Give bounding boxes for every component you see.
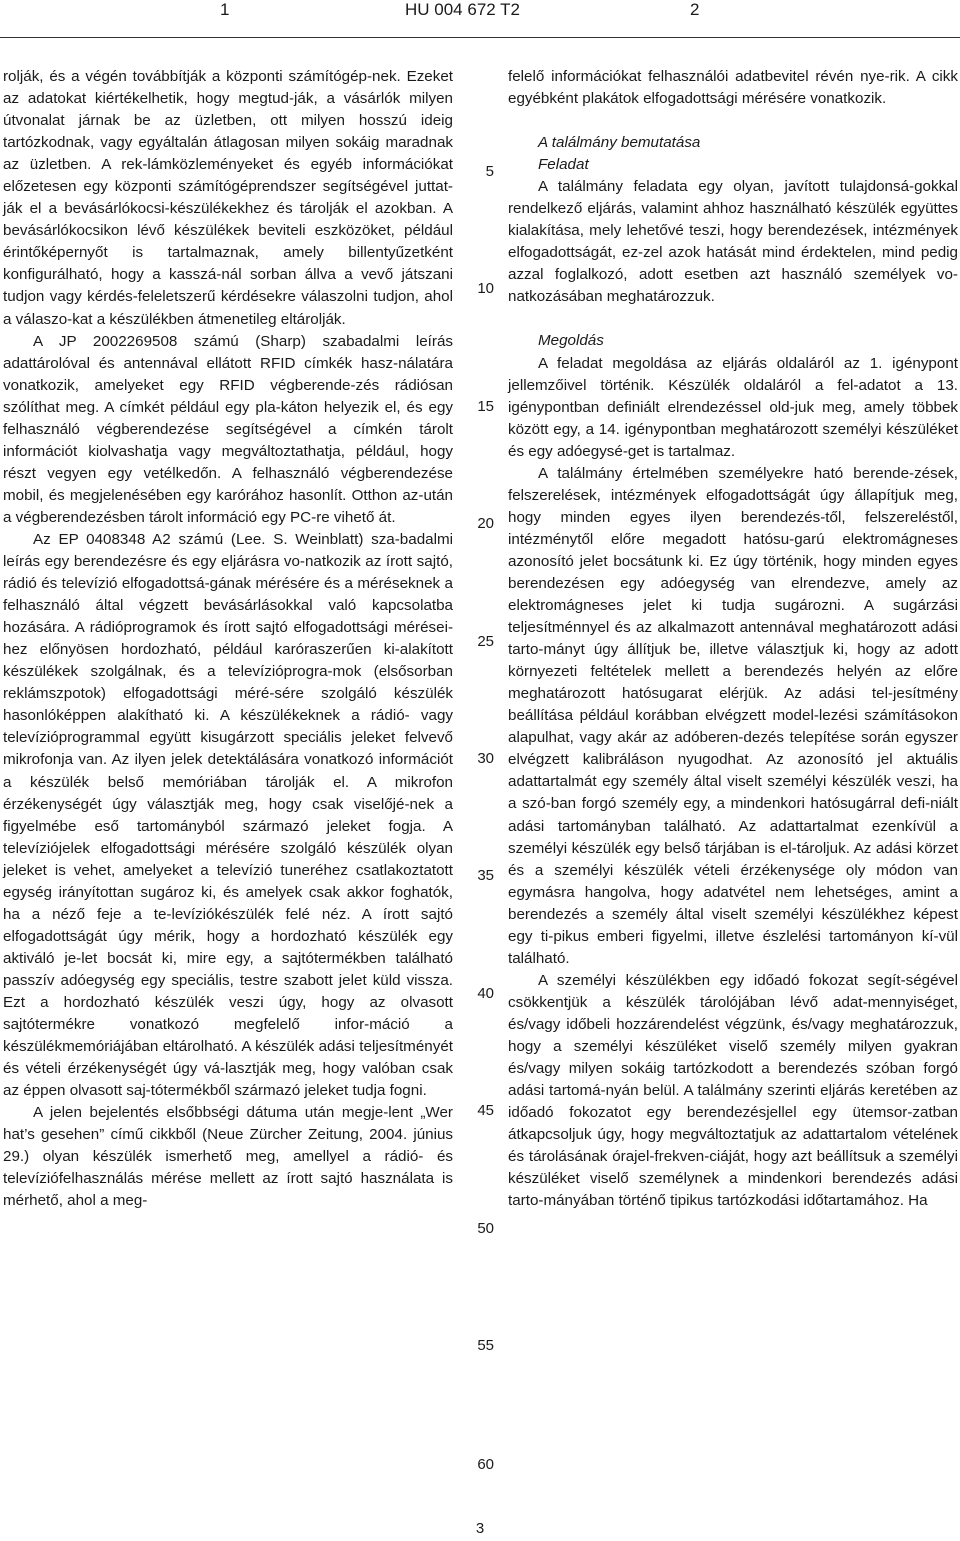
paragraph: A jelen bejelentés elsőbbségi dátuma után megje-lent „Wer hat’s gesehen” című cikkből (Neue Zürcher Zeitung, 2004. június 29.) olyan készülék ismerhető meg, amellyel a rádió- és televíziófelhasználás mérése mellett az írott sajtó használata is mérhető, ahol a meg-	[3, 1104, 453, 1210]
paragraph: A JP 2002269508 számú (Sharp) szabadalmi leírás adattárolóval és antennával ellátott RFID címkék hasz-nálatára vonatkozik, amelyeket egy RFID végberende-zés rádiósan szólíthat meg. A címkét például egy pla-káton helyezik el, és egy felhasználó végberendezése segítségével a címkén tárolt információt kiolvashatja vagy megváltoztathatja, például, hogy részt vegyen egy vetélkedőn. A felhasználó végberendezése mobil, és megjelenésében egy karórához hasonlít. Otthon az-után a végberendezésben tárolt információ egy PC-re vihető át.	[3, 332, 453, 526]
paragraph: Az EP 0408348 A2 számú (Lee. S. Weinblatt) sza-badalmi leírás egy berendezésre és egy eljárásra vo-natkozik az írott sajtó, rádió és televízió elfogadottsá-gának mérésére és a méréseknek a felhasználó által végzett bevásárlásokkal való kapcsolatba hozására. A rádióprogramok és írott sajtó elfogadottsági mérései-hez előnyösen hordozható, például karóraszerűen ki-alakított készülékek szolgálnak, és a televízióprogra-mok (elsősorban reklámszpotok) elfogadottsági méré-sére szolgáló készülék hasonlóképpen alakítható ki. A készülékeknek a rádió- vagy televízióprogrammal együtt kisugárzott speciális jeleket felvevő mikrofonja van. Az ilyen jelek detektálására vonatkozó információt a készülék belső memóriában tárolják el. A mikrofon érzékenységét úgy választják meg, hogy csak viselőjé-nek a figyelmébe eső tartományból származó jeleket fogja. A televíziójelek elfogadottsági mérésére szolgáló készülék olyan jeleket is vehet, amelyeket a televízió tuneréhez csatlakoztatott egység irányítottan sugároz ki, és amelyek csak akkor foghatók, ha a néző feje a te-levíziókészülék felé néz. A írott sajtó elfogadottságát úgy mérik, hogy a hordozható készülék egy aktiváló je-let bocsát ki, mire egy, a sajtótermékben található passzív adóegység egy speciális, testre szabott jelet küld vissza. Ezt a hordozható készülék veszi úgy, hogy az olvasott sajtótermékre vonatkozó megfelelő infor-máció a készülékmemóriájában eltárolható. A készülék adási teljesítményét és vételi érzékenységét úgy vá-lasztják meg, hogy valóban csak az éppen olvasott saj-tótermékből származó jeleket tudja fogni.	[3, 530, 453, 1100]
left-page-number: 1	[220, 0, 230, 19]
paragraph: A személyi készülékben egy időadó fokozat segít-ségével csökkentjük a készülék tárolójában lévő adat-mennyiséget, és/vagy időbeli hozzárendelést végzünk, és/vagy meghatározzuk, hogy a személyi készüléket viselő személy milyen gyakran és/vagy milyen sokáig tartózkodott a berendezés szóban forgó adási tartomá-nyán belül. A találmány szerinti eljárás keretében az időadó fokozatot egy berendezésjellel egy ütemsor-zatban átkapcsoljuk úgy, hogy megváltoztatjuk az adattartalom vételének és tárolásának órajel-frekven-ciáját, hogy azt beállítsuk a személyi készüléket viselő személynek a mindenkori berendezés adási tarto-mányában történő tipikus tartózkodási időtartamához. Ha	[508, 971, 958, 1210]
line-number: 25	[477, 633, 494, 650]
line-number: 55	[477, 1337, 494, 1354]
left-column	[3, 66, 453, 1212]
line-number: 35	[477, 867, 494, 884]
right-page-number: 2	[690, 0, 700, 19]
subsection-title: Feladat	[538, 156, 589, 174]
line-number: 20	[477, 515, 494, 532]
paragraph: rolják, és a végén továbbítják a központi számítógép-nek. Ezeket az adatokat kiértékelhetik, hogy megtud-ják, a vásárlók milyen útvonalat járnak be az üzletben, ott milyen hosszú ideig tartózkodnak, vagy egyáltalán átlagosan milyen sokáig maradnak az üzletben. A rek-lámközleményeket és egyéb információkat előzetesen egy központi számítógéprendszer segítségével juttat-ják el a bevásárlókocsi-készülékekhez és tárolják el azokban. A bevásárlókocsikon lévő készülékek beviteli eszközöket, például érintőképernyőt is tartalmaznak, amely billentyűzetként konfigurálható, hogy a kasszá-nál sorban állva a vevő játszani tudjon vagy kérdés-feleletszerű kérdésekre válaszolni tudjon, ahol a válaszo-kat a készülékben átmenetileg eltárolják.	[3, 68, 453, 328]
line-number: 10	[477, 280, 494, 297]
paragraph: felelő információkat felhasználói adatbevitel révén nye-rik. A cikk egyébként plakátok elfogadottsági mérésére vonatkozik.	[508, 68, 958, 108]
line-number: 15	[477, 398, 494, 415]
patent-number: HU 004 672 T2	[405, 0, 520, 19]
line-number: 30	[477, 750, 494, 767]
line-number: 60	[477, 1456, 494, 1473]
paragraph: A találmány értelmében személyekre ható berende-zések, felszerelések, intézmények elfogadottságát úgy állapítjuk meg, hogy minden egyes ilyen berendezés-től, felszereléstől, intézménytől előre megadott hatósu-garú elektromágneses azonosító jelet bocsátunk ki. Ez úgy történik, hogy minden egyes berendezésen egy adóegység van elrendezve, amely az elektromágneses jelet ki tudja sugározni. A sugárzási teljesítménnyel és az alkalmazott antennával meghatározott adási tarto-mányt úgy állítjuk be, illetve választjuk ki, hogy az adott környezeti feltételek mellett a berendezés helyén az előre meghatározott hatósugarat elérjük. Az adási tel-jesítmény beállítása például korábban elvégzett model-lezési számításokon alapulhat, vagy akár az adóberen-dezés telepítése során egyszer elvégzett kalibráláson nyugodhat. Az azonosító jel aktuális adattartalmát egy személy által viselt személyi készülék veszi, ha a szó-ban forgó személy egy, a mindenkori hatósugárral defi-niált adási tartományban található. Az adattartalmat ezenkívül a személyi készülék egy belső tárjában is el-tároljuk. Az adási körzet és a személyi készülék vételi érzékenysége oly módon van egymásra hangolva, hogy adatvétel nem lehetséges, amint a berendezés a személy által viselt személyi készülékhez képest egy ti-pikus emberi figyelmi, illetve észlelési tartományon kí-vül található.	[508, 464, 958, 967]
solution-title: Megoldás	[538, 332, 604, 350]
line-number: 5	[485, 163, 494, 180]
line-number: 45	[477, 1102, 494, 1119]
line-number: 50	[477, 1220, 494, 1237]
paragraph: A feladat megoldása az eljárás oldaláról az 1. igénypont jellemzőivel történik. Készülék oldaláról a fel-adatot a 13. igénypontban definiált elrendezéssel old-juk meg, amely többek között egy, a 14. igénypontban meghatározott személyi készüléket és egy adóegysé-get is tartalmaz.	[508, 354, 958, 460]
right-column	[508, 66, 958, 1212]
paragraph: A találmány feladata egy olyan, javított tulajdonsá-gokkal rendelkező eljárás, valamint ahhoz használható készülék együttes kialakítása, mely lehetővé teszi, hogy berendezések, intézmények elfogadottságát, ez-zel azok hatását mind érdektelen, mind pedig azzal foglalkozó, adott esetben azt használó személyek vo-natkozásában meghatározzuk.	[508, 178, 958, 306]
section-title: A találmány bemutatása	[538, 134, 701, 152]
page-number: 3	[475, 1520, 485, 1537]
line-number: 40	[477, 985, 494, 1002]
line-numbers	[460, 0, 500, 1541]
